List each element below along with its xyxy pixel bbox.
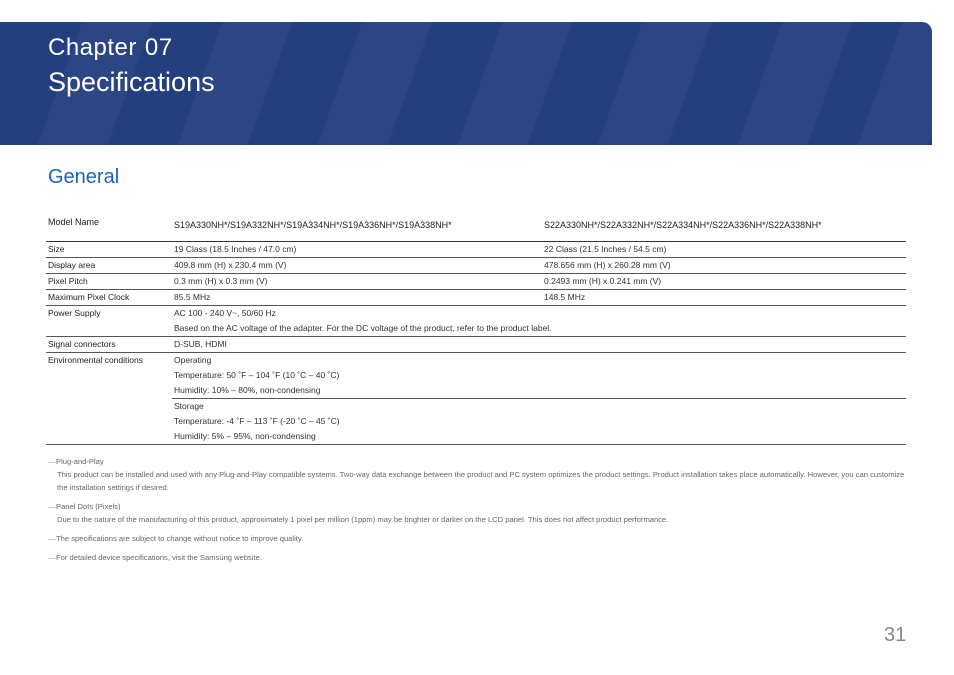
footnote: ―For detailed device specifications, visit the Samsung website.: [48, 553, 262, 562]
row-label: Maximum Pixel Clock: [48, 292, 130, 302]
cell-value: 148.5 MHz: [544, 292, 586, 302]
table-row: [46, 368, 906, 383]
table-row: [46, 306, 906, 322]
page-number: 31: [884, 624, 907, 646]
cell-value: Humidity: 10% – 80%, non-condensing: [172, 383, 906, 399]
footnotes: [48, 455, 908, 570]
footnote-title: For detailed device specifications, visit the Samsung website.: [56, 553, 262, 562]
model-name-label: Model Name: [48, 217, 100, 227]
row-label: Power Supply: [48, 308, 101, 318]
footnote-title: The specifications are subject to change without notice to improve quality.: [56, 534, 304, 543]
section-title: General: [48, 166, 120, 188]
footnote: ―Panel Dots (Pixels) Due to the nature of the manufacturing of this product, approximately 1 pixel per million (1ppm) may be brighter or darker on the LCD panel. This does not affect product performance.: [48, 500, 908, 526]
cell-value: 478.656 mm (H) x 260.28 mm (V): [544, 260, 671, 270]
cell-value: D-SUB, HDMI: [174, 339, 227, 349]
footnote: ―The specifications are subject to change without notice to improve quality.: [48, 534, 304, 543]
spec-table: [46, 216, 906, 445]
table-row: [46, 337, 906, 353]
chapter-heading: [48, 34, 173, 62]
model-2: S22A330NH*/S22A332NH*/S22A334NH*/S22A336NH*/S22A338NH*: [544, 220, 822, 230]
chapter-label: Chapter: [48, 34, 137, 61]
page-title: Specifications: [48, 67, 215, 97]
cell-value: 0.2493 mm (H) x 0.241 mm (V): [544, 276, 662, 286]
cell-value: 85.5 MHz: [174, 292, 211, 302]
table-row: [46, 258, 906, 274]
table-header-row: [46, 216, 906, 242]
cell-value: 0.3 mm (H) x 0.3 mm (V): [174, 276, 268, 286]
table-row: [46, 429, 906, 445]
table-row: [46, 383, 906, 399]
table-row: [46, 274, 906, 290]
row-label: Display area: [48, 260, 96, 270]
table-row: [46, 290, 906, 306]
table-row: [46, 321, 906, 337]
storage-label: Storage: [174, 401, 204, 411]
cell-value: 409.8 mm (H) x 230.4 mm (V): [174, 260, 287, 270]
chapter-number: 07: [144, 34, 173, 61]
footnote-title: Plug-and-Play: [56, 457, 104, 466]
model-1: S19A330NH*/S19A332NH*/S19A334NH*/S19A336NH*/S19A338NH*: [174, 220, 452, 230]
cell-value: 19 Class (18.5 Inches / 47.0 cm): [174, 244, 297, 254]
footnote-text: This product can be installed and used with any Plug-and-Play compatible systems. Two-way data exchange between the product and PC system optimizes the product settings. Product installation takes place automatically. However, you can customize the installation settings if desired.: [57, 470, 905, 492]
table-row: [46, 399, 906, 415]
operating-label: Operating: [174, 355, 212, 365]
row-label: Environmental conditions: [46, 353, 172, 445]
cell-value: 22 Class (21.5 Inches / 54.5 cm): [544, 244, 667, 254]
row-label: Size: [48, 244, 65, 254]
cell-value: AC 100 - 240 V~, 50/60 Hz: [174, 308, 276, 318]
cell-value: Temperature: -4 ˚F – 113 ˚F (-20 ˚C – 45 ˚C): [174, 416, 340, 426]
cell-value: Humidity: 5% – 95%, non-condensing: [174, 431, 316, 441]
footnote-text: Due to the nature of the manufacturing of this product, approximately 1 pixel per million (1ppm) may be brighter or darker on the LCD panel. This does not affect product performance.: [57, 515, 669, 524]
cell-value: Based on the AC voltage of the adapter. For the DC voltage of the product, refer to the product label.: [174, 323, 552, 333]
table-row: [46, 353, 906, 369]
table-row: [46, 242, 906, 258]
table-row: [46, 414, 906, 429]
footnote-title: Panel Dots (Pixels): [56, 502, 121, 511]
cell-value: Temperature: 50 ˚F – 104 ˚F (10 ˚C – 40 ˚C): [174, 370, 340, 380]
footnote: ―Plug-and-Play This product can be installed and used with any Plug-and-Play compatible systems. Two-way data exchange between the product and PC system optimizes the product settings. Product installation takes place automatically. However, you can customize the installation settings if desired.: [48, 455, 908, 494]
row-label: Signal connectors: [48, 339, 116, 349]
row-label: Pixel Pitch: [48, 276, 88, 286]
